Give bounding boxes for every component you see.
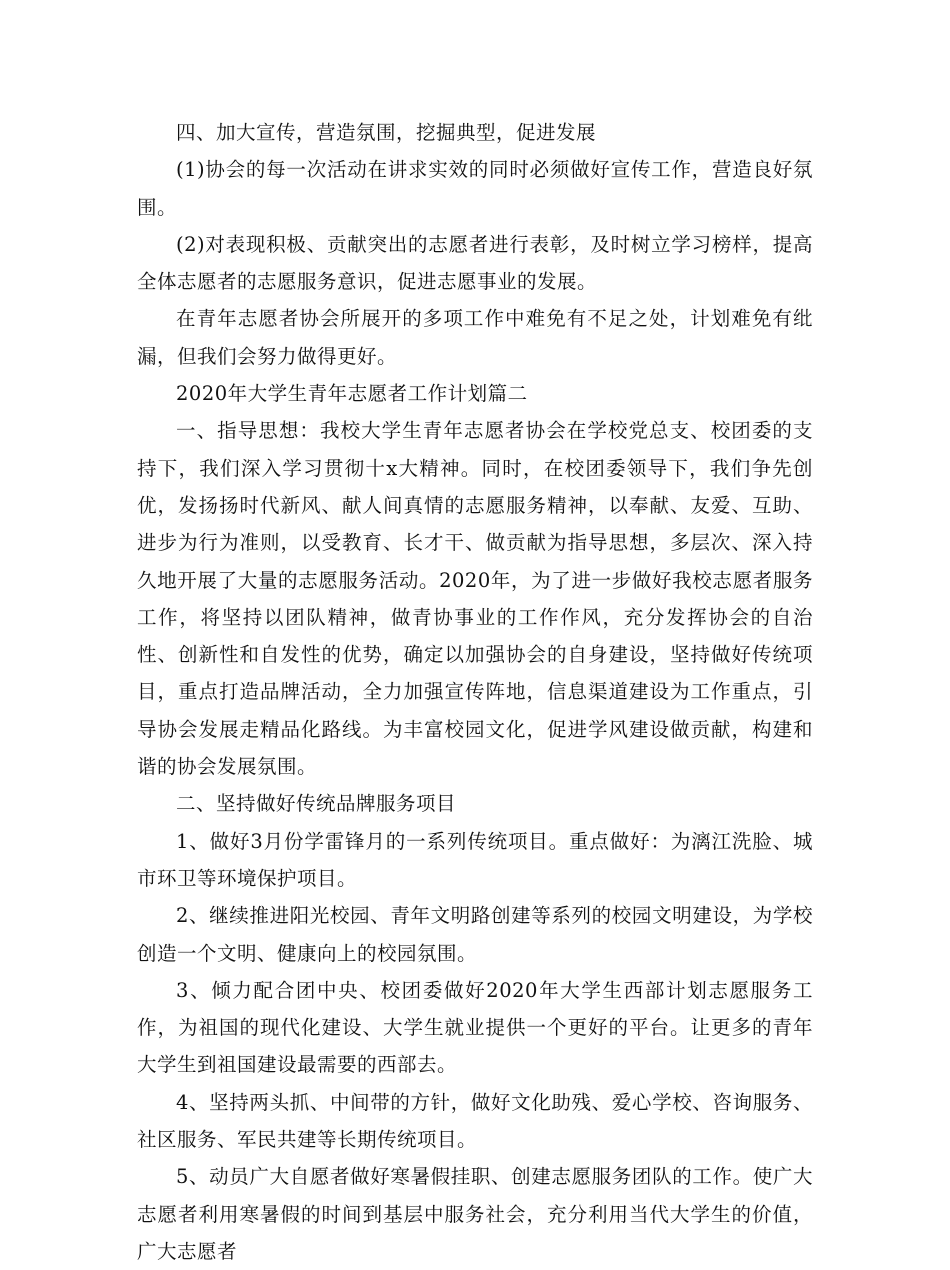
- list-item-2: 2、继续推进阳光校园、青年文明路创建等系列的校园文明建设，为学校创造一个文明、健康向上的校园氛围。: [137, 904, 813, 965]
- paragraph-guiding-thought: 一、指导思想：我校大学生青年志愿者协会在学校党总支、校团委的支持下，我们深入学习贯彻十x大精神。同时，在校团委领导下，我们争先创优，发扬扬时代新风、献人间真情的志愿服务精神，以奉献、友爱、互助、进步为行为准则，以受教育、长才干、做贡献为指导思想，多层次、深入持久地开展了大量的志愿服务活动。2020年，为了进一步做好我校志愿者服务工作，将坚持以团队精神，做青协事业的工作作风，充分发挥协会的自治性、创新性和自发性的优势，确定以加强协会的自身建设，坚持做好传统项目，重点打造品牌活动，全力加强宣传阵地，信息渠道建设为工作重点，引导协会发展走精品化路线。为丰富校园文化，促进学风建设做贡献，构建和谐的协会发展氛围。: [137, 419, 813, 779]
- list-item-5: 5、动员广大自愿者做好寒暑假挂职、创建志愿服务团队的工作。使广大志愿者利用寒暑假的时间到基层中服务社会，充分利用当代大学生的价值，广大志愿者: [137, 1165, 813, 1263]
- list-item-1: 1、做好3月份学雷锋月的一系列传统项目。重点做好：为漓江洗脸、城市环卫等环境保护项目。: [137, 829, 813, 890]
- list-item-4: 4、坚持两头抓、中间带的方针，做好文化助残、爱心学校、咨询服务、社区服务、军民共建等长期传统项目。: [137, 1090, 813, 1152]
- section-heading-2: 二、坚持做好传统品牌服务项目: [176, 792, 457, 816]
- list-item-3: 3、倾力配合团中央、校团委做好2020年大学生西部计划志愿服务工作，为祖国的现代化建设、大学生就业提供一个更好的平台。让更多的青年大学生到祖国建设最需要的西部去。: [137, 978, 813, 1077]
- paragraph-item-2: (2)对表现积极、贡献突出的志愿者进行表彰，及时树立学习榜样，提高全体志愿者的志愿服务意识，促进志愿事业的发展。: [137, 232, 813, 294]
- document-body: [137, 114, 813, 1270]
- document-subtitle: 2020年大学生青年志愿者工作计划篇二: [176, 382, 528, 406]
- section-heading-4: 四、加大宣传，营造氛围，挖掘典型，促进发展: [176, 121, 597, 144]
- paragraph-closing: 在青年志愿者协会所展开的多项工作中难免有不足之处，计划难免有纰漏，但我们会努力做得更好。: [137, 307, 813, 368]
- paragraph-item-1: (1)协会的每一次活动在讲求实效的同时必须做好宣传工作，营造良好氛围。: [137, 158, 813, 219]
